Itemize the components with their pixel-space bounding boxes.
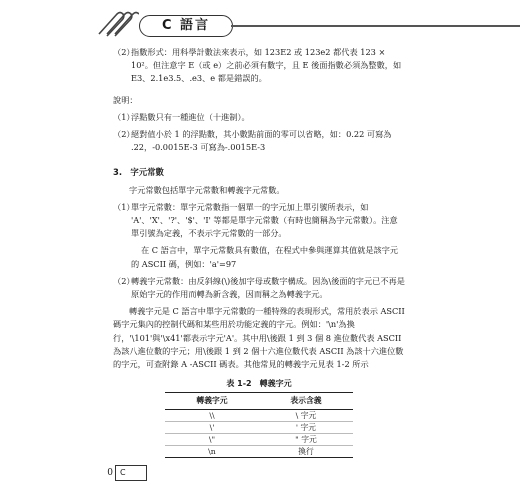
item-text: 轉義字元常數：由反斜線(\)後加字母或數字構成。因為\後面的字元已不再是原始字元的作用而轉為新含義，因而稱之為轉義字元。 [131, 275, 405, 300]
column-header: 轉義字元 [165, 393, 259, 409]
table-header-row [165, 393, 353, 409]
table-cell: \' [165, 421, 259, 433]
note-item [113, 128, 405, 154]
footer-label: C [115, 465, 147, 481]
item-number: （2） [113, 47, 135, 57]
item-text: 指數形式：用科學計數法來表示，如 123E2 或 123e2 都代表 123 × 10²。但注意字 E（或 e）之前必須有數字，且 E 後面指數必須為整數，如 E3、2.1e3.5、.e3、e 都是錯誤的。 [131, 47, 402, 84]
table-row [165, 409, 353, 421]
table-cell: 換行 [259, 445, 353, 457]
page-number: 0 [107, 468, 113, 478]
section-intro: 字元常數包括單字元常數和轉義字元常數。 [129, 184, 285, 195]
section-heading: 3. 字元常數 [113, 167, 164, 178]
paperclip-icon [95, 8, 139, 38]
note-text: 絕對值小於 1 的浮點數，其小數點前面的零可以省略，如：0.22 可寫為 .22，-0.0015E-3 可寫為-.0015E-3 [131, 129, 392, 153]
note-number: （1） [113, 111, 135, 122]
table-cell: " 字元 [259, 433, 353, 445]
table-cell: \\ [165, 409, 259, 421]
sub-paragraph: 在 C 語言中，單字元常數具有數值，在程式中參與運算其值就是該字元的 ASCII 碼，例如：'a'=97 [131, 245, 399, 269]
body-paragraph: 轉義字元是 C 語言中單字元常數的一種特殊的表現形式，常用於表示 ASCII 碼字元集內的控制代碼和某些用於功能定義的字元。例如：'\n'為換行，'\101'與'\x41'都表示字元'A'。其中用\後跟 1 到 3 個 8 進位數代表 ASCII 為該八進位數的字元；用\後跟 1 到 2 個十六進位數代表 ASCII 為該十六進位數的字元，可查附錄 A -ASCII 碼表。其他常見的轉義字元見表 1-2 所示 [113, 306, 405, 370]
table-row [165, 433, 353, 445]
page-footer [105, 465, 147, 481]
table-cell: \n [165, 445, 259, 457]
chapter-title: C 語言 [139, 15, 233, 37]
table-row [165, 445, 353, 457]
note-text: 浮點數只有一種進位（十進制）。 [131, 111, 250, 122]
column-header: 表示含義 [259, 393, 353, 409]
table-cell: \" [165, 433, 259, 445]
note-number: （2） [113, 129, 135, 140]
header-rule [231, 25, 520, 27]
list-item [113, 201, 405, 241]
table-caption: 表 1-2 轉義字元 [226, 379, 292, 389]
escape-char-table [165, 392, 353, 457]
note-item [113, 111, 405, 124]
page-content [113, 46, 405, 458]
item-text: 單字元常數：單字元常數指一個單一的字元加上單引號所表示，如 'A'、'X'、'?'、'$'、'I' 等都是單字元常數（有時也簡稱為字元常數）。注意單引號為定義，不表示字元常數的一部分。 [131, 201, 398, 239]
table-row [165, 421, 353, 433]
list-item [113, 46, 405, 86]
table-cell: ' 字元 [259, 421, 353, 433]
table-cell: \ 字元 [259, 409, 353, 421]
item-number: （1） [113, 201, 135, 212]
note-label: 說明： [113, 94, 138, 105]
list-item [113, 275, 405, 301]
item-number: （2） [113, 275, 135, 286]
page-header [95, 8, 520, 38]
